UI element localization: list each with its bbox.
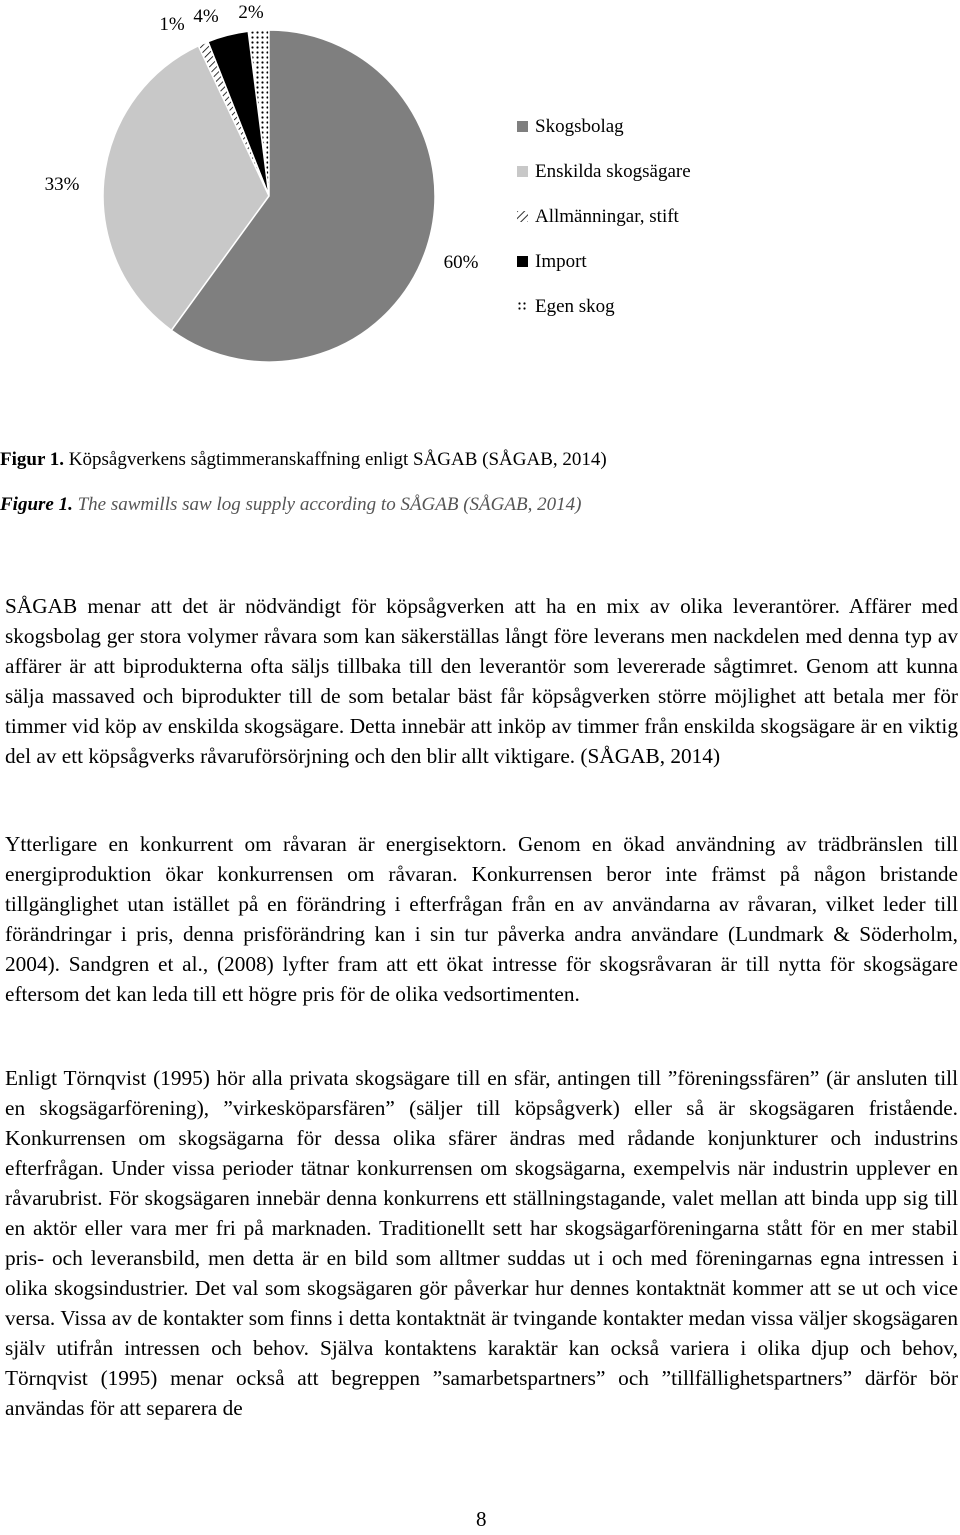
pie-slice-label: 60% [443, 252, 479, 273]
page-number: 8 [476, 1507, 487, 1531]
legend-label: Enskilda skogsägare [535, 160, 691, 182]
figure-caption-swedish [0, 449, 607, 471]
pie-chart [0, 0, 960, 400]
caption-text: Köpsågverkens sågtimmeranskaffning enligt SÅGAB (SÅGAB, 2014) [64, 449, 607, 470]
legend-label: Allmänningar, stift [535, 205, 679, 227]
pie-slice-label: 4% [193, 6, 219, 27]
legend-item-egen-skog [517, 284, 691, 329]
legend-swatch-skogsbolag [517, 121, 528, 132]
pie-slices [103, 30, 435, 362]
figure-caption-english [0, 494, 581, 516]
legend-item-import [517, 239, 691, 284]
pie-slice-label: 2% [238, 2, 264, 23]
legend-swatch-allmanningar [517, 211, 528, 222]
legend-item-allmanningar [517, 194, 691, 239]
pie-slice-label: 33% [44, 174, 80, 195]
body-paragraph-3: Enligt Törnqvist (1995) hör alla privata skogsägare till en sfär, antingen till ”föreningssfären” (är ansluten till en skogsägarförening), ”virkesköparsfären” (säljer till köpsågverk) eller så är skogsägaren fristående. Konkurrensen om skogsägarna för dessa olika sfärer ändras med rådande konjunkturer och industrins efterfrågan. Under vissa perioder tätnar konkurrensen om skogsägarna, exempelvis när industrin upplever en råvarubrist. För skogsägaren innebär denna konkurrens ett ställningstagande, valet mellan att binda upp sig till en aktör eller vara mer fri på marknaden. Traditionellt sett har skogsägarföreningarna stått för en mer stabil pris- och leveransbild, men detta är en bild som alltmer suddas ut i och med föreningarnas egna intressen i olika skogsindustrier. Det val som skogsägaren gör påverkar hur dennes kontaktnät kommer att se ut och vice versa. Vissa av de kontakter som finns i detta kontaktnät är tvingande kontakter medan vissa väljer skogsägaren själv utifrån intressen och behov. Själva kontaktens karaktär kan också variera i olika djup och behov, Törnqvist (1995) menar också att begreppen ”samarbetspartners” och ”tillfällighetspartners” därför bör användas för att separera de [5, 1066, 958, 1420]
body-paragraph-1: SÅGAB menar att det är nödvändigt för köpsågverken att ha en mix av olika leverantörer. Affärer med skogsbolag ger stora volymer råvara som kan säkerställas långt före leverans men nackdelen med denna typ av affärer är att biprodukterna ofta säljs tillbaka till den leverantör som levererade sågtimret. Genom att kunna sälja massaved och biprodukter till de som betalar bäst får köpsågverken större möjlighet att betala mer för timmer vid köp av enskilda skogsägare. Detta innebär att inköp av timmer från enskilda skogsägare är en viktig del av ett köpsågverks råvaruförsörjning och den blir allt viktigare. (SÅGAB, 2014) [5, 594, 958, 768]
legend-label: Egen skog [535, 295, 615, 317]
legend-item-enskilda-skogsagare [517, 149, 691, 194]
body-paragraph-2: Ytterligare en konkurrent om råvaran är energisektorn. Genom en ökad användning av trädbränslen till energiproduktion ökar konkurrensen om råvaran. Konkurrensen beror inte främst på någon bristande tillgänglighet utan istället på en förändring i efterfrågan från en av användarna av råvaran, vilket leder till förändringar i pris, denna prisförändring kan i sin tur påverka andra användare (Lundmark & Söderholm, 2004). Sandgren et al., (2008) lyfter fram att ett ökat intresse för skogsråvaran är till nytta för skogsägare eftersom det kan leda till ett högre pris för de olika vedsortimenten. [5, 832, 958, 1006]
caption-prefix: Figure 1. [0, 494, 73, 515]
caption-text: The sawmills saw log supply according to SÅGAB (SÅGAB, 2014) [72, 494, 582, 515]
pie-slice-label: 1% [159, 14, 185, 35]
caption-prefix: Figur 1. [0, 449, 65, 470]
legend-item-skogsbolag [517, 104, 691, 149]
chart-legend [517, 104, 691, 329]
legend-swatch-enskilda [517, 166, 528, 177]
legend-label: Import [535, 250, 587, 272]
legend-swatch-egen-skog [517, 301, 528, 312]
legend-swatch-import [517, 256, 528, 267]
legend-label: Skogsbolag [535, 115, 624, 137]
